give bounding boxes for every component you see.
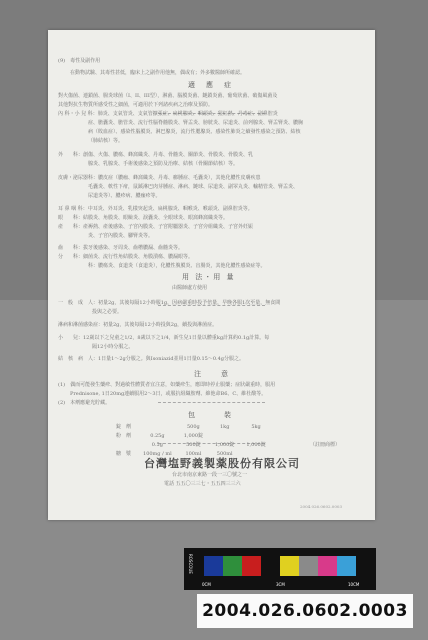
text-line: 科：膿瘍炎、食道炎（食道炎），化膿性腹膜炎、盲腸炎，其他化膿性感染症等。 — [88, 263, 266, 269]
company-phone: 電話 五五〇三三七・五五四三三六 — [164, 481, 241, 487]
color-swatch — [223, 556, 242, 576]
text-line: 小 兒：12歲以下之兒童之1/2，8歲以下之1/4，新生兒1日量以體重kg計算約0.1g計算。每 — [58, 335, 270, 341]
text-line: 隔12小時分服之。 — [92, 344, 134, 350]
text-line: 一 般 成 人：初量2g，其後每隔12小時服1g，因病嚴重時投予倍量，早晚各服1次至量，無食間 — [58, 300, 281, 306]
text-line: 症、膽囊炎、膽管炎、流行性腦脊髓膜炎、腎盂炎、膀胱炎、尿道炎、前列腺炎、腎盂腎炎、膿胸 — [88, 120, 304, 126]
text-line: 對火傷菌、連鎖菌、腸炎球菌（I、II、III型），淋菌、腦膜炎菌、鏈鎖炎菌、葡萄狀菌、破傷風菌及 — [58, 93, 278, 99]
text-line: 齒 科：拔牙後感染、牙周炎、齒槽膿漏、齒髓炎等。 — [58, 245, 184, 251]
table-cell: 500g — [187, 423, 200, 430]
text-line: 分 科：細菌炎、流行性角結膜炎、角膜潰瘍、膿漏眼等。 — [58, 254, 194, 260]
table-cell: 5kg — [251, 423, 261, 430]
table-row — [110, 440, 272, 449]
table-cell: 100mg / ml — [143, 450, 172, 457]
text-line: 尿道炎等）、膿疹病、膿痂疹等。 — [88, 193, 161, 199]
section-heading: 包 裝 — [188, 411, 233, 419]
archive-stamp: 2004.026.0602.0003 — [300, 504, 342, 509]
text-line: （肺結核）等。 — [88, 138, 124, 144]
text-line: 內 科・小 兒 科：肺炎、支氣管炎、支氣管擴張症、扁桃腺炎、咽頭炎、猩紅熱、丹毒症、副鼻腔炎 — [58, 111, 278, 117]
table-cell: 1kg — [220, 423, 230, 430]
table-row — [110, 422, 272, 431]
table-cell: 錠 劑 — [116, 424, 132, 430]
color-swatch — [261, 556, 280, 576]
table-cell: 100ml — [185, 450, 202, 457]
text-line: 在動物試驗、其毒性甚低，臨床上之副作用他無，偶或有；外多數醫師所確認。 — [70, 70, 246, 76]
divider — [158, 402, 265, 403]
section-heading: 用 法・用 量 — [182, 273, 236, 281]
color-swatch — [337, 556, 356, 576]
table-cell — [110, 440, 137, 449]
text-line: 由醫師處方使用 — [172, 285, 208, 291]
section-heading: 注 意 — [194, 370, 230, 378]
text-line: 腺炎、乳腺炎、手術後感染之預防及治療、結核（骨關節結核）等。 — [88, 161, 239, 167]
section-heading: 適 應 症 — [188, 81, 233, 89]
table-cell: 粉 劑 — [116, 433, 132, 439]
scale-left-label: 0CM — [202, 582, 211, 587]
color-swatch — [204, 556, 223, 576]
table-cell: 0.5g — [151, 441, 163, 448]
text-line: (9) 毒性及副作用 — [58, 58, 101, 64]
table-cell: 500ml — [216, 450, 233, 457]
text-line: 其他對抗生物質所感受性之細菌，可適用於下列諸疾病之治療及預防。 — [58, 102, 214, 108]
text-line: Prednisone, 1日20mg連續服用2～3日，或服抗組織胺劑、維他命B6、C、維杜酸等。 — [70, 391, 267, 397]
text-line: 結 核 病 人：1日量1～2g分服之。與Isoniazid並用1日量0.15～0.4g分服之。 — [58, 356, 244, 362]
table-cell: 1,000錠 — [246, 442, 266, 448]
table-cell — [240, 431, 271, 440]
table-cell: 1,000錠 — [215, 442, 235, 448]
text-line: 病（敗血症）、感染性腦膜炎、淋巴腺炎，流行性腮腺炎、感染性肺炎之續發性感染之預防、結核 — [88, 129, 301, 135]
table-cell: 500錠 — [186, 442, 201, 448]
text-line: (2) 本劑應避光貯藏。 — [58, 400, 111, 406]
text-line: (1) 偶而可能發生藥疹、對過敏性體質者宜注意，如藥疹生，應即時停止服藥；症狀嚴重時，服用 — [58, 382, 276, 388]
scale-mid-label: 3CM — [276, 582, 285, 587]
text-line: 外 科：創傷、火傷、膿瘍、蜂窩織炎、丹毒、骨髓炎、關節炎、骨膜炎、骨膜炎、乳 — [58, 152, 254, 158]
table-cell: 糖 漿 — [116, 451, 132, 457]
scale-right-label: 10CM — [348, 582, 360, 587]
text-line: 皮膚・泌尿器科：膿皮症（膿痂、蜂窩織炎、丹毒、癤腫症、毛囊炎），其他化膿性皮膚疾患 — [58, 175, 261, 181]
company-name: 台灣塩野義製薬股份有限公司 — [144, 457, 300, 470]
color-scale-bar — [184, 548, 376, 590]
color-swatch — [318, 556, 337, 576]
text-line: 炎、子宮內膜炎、腳腎炎等。 — [88, 233, 154, 239]
table-cell — [209, 431, 240, 440]
company-address: 台北市南京東路一段一三〇號之一 — [172, 472, 248, 478]
text-line: 投與之必要。 — [92, 309, 123, 315]
color-swatch — [280, 556, 299, 576]
trademark-note: （註冊商標） — [310, 442, 341, 448]
table-cell: 0.25g — [150, 432, 165, 439]
table-cell — [137, 422, 178, 431]
text-line: 淋病和淋菌感染症：初量2g，其後每隔12小時投與2g，續投與淋菌症。 — [58, 322, 218, 328]
color-swatch — [242, 556, 261, 576]
color-swatches — [204, 556, 356, 576]
document-sheet — [48, 30, 375, 520]
table-row — [110, 431, 272, 440]
color-swatch — [299, 556, 318, 576]
accession-number: 2004.026.0602.0003 — [197, 594, 413, 628]
text-line: 產 科：產褥熱、產後感染、子宮內膜炎、子宮附屬器炎、子宮旁組織炎、子宮外妊娠 — [58, 224, 254, 230]
text-line: 眼 科：結膜炎、角膜炎、眼瞼炎、淚囊炎、全眼球炎、眼窩蜂窩織炎等。 — [58, 215, 229, 221]
text-line: 毛囊炎、軟性下疳，鼠蹊淋巴肉芽腫症、淋病、鏈球、尿道炎、副睪丸炎、輸精管炎、腎盂炎、 — [88, 184, 299, 190]
table-cell: 1,000錠 — [183, 433, 204, 439]
packaging-table — [110, 422, 272, 458]
scale-side-label: ROSCOUE — [188, 554, 193, 574]
text-line: 耳 鼻 咽 科：中耳炎、外耳炎、乳樣突起炎、扁桃腺炎、咽喉炎、喉頭炎、副鼻腔炎等。 — [58, 206, 253, 212]
